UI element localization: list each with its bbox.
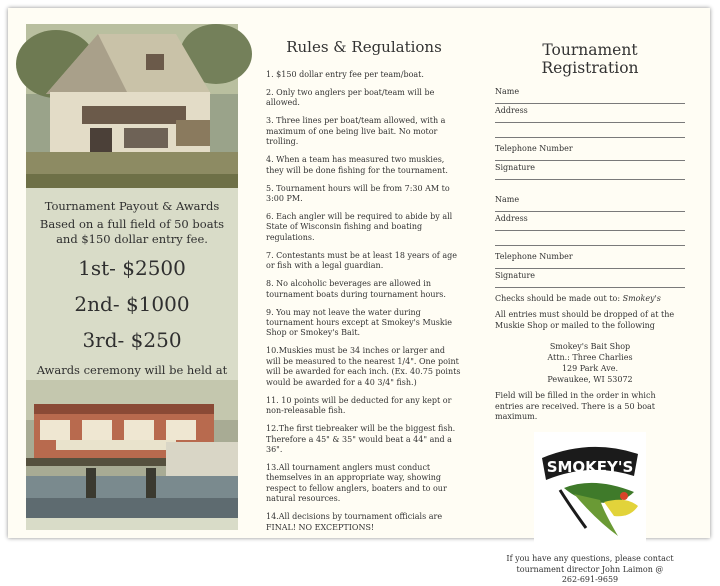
- third-prize: 3rd- $250: [82, 328, 182, 352]
- bait-shop-painting: [26, 380, 238, 518]
- rule-item: 10.Muskies must be 34 inches or larger and will be measured to the nearest 1/4". One point will be awarded for each inch. (Ex. 40.75 points would be awarded for a 40 3/4" fish.): [266, 346, 461, 387]
- address-line: Pewaukee, WI 53072: [547, 375, 633, 385]
- rule-item: 9. You may not leave the water during tournament hours except at Smokey's Muskie Shop or Smokey's Bait.: [266, 307, 453, 338]
- rule-item: 8. No alcoholic beverages are allowed in tournament boats during tournament hours.: [266, 279, 446, 299]
- rule-item: 2. Only two anglers per boat/team will be allowed.: [266, 88, 435, 108]
- payout-basis: Based on a full field of 50 boats and $150 dollar entry fee.: [39, 217, 225, 246]
- field-limit-note: Field will be filled in the order in which entries are received. There is a 50 boat maximum.: [495, 391, 656, 422]
- checks-note: [495, 294, 685, 304]
- checks-payee: Smokey's: [622, 294, 661, 303]
- phone-field-1[interactable]: Telephone Number: [495, 144, 685, 161]
- rules-title: Rules & Regulations: [286, 38, 442, 56]
- address-field-2[interactable]: Address: [495, 214, 685, 231]
- muskie-shop-painting: [26, 24, 238, 188]
- awards-ceremony-note: Awards ceremony will be held at: [36, 363, 228, 377]
- mailing-address: [495, 341, 685, 385]
- rule-item: 13.All tournament anglers must conduct themselves in an appropriate way, showing respect to fellow anglers, boaters and to our natural resources.: [266, 462, 447, 504]
- signature-field-1[interactable]: Signature: [495, 163, 685, 180]
- registration-title: Tournament Registration: [541, 41, 639, 77]
- address-field-1[interactable]: Address: [495, 106, 685, 123]
- rules-list: [266, 70, 462, 533]
- contact-note: [495, 554, 685, 585]
- rule-item: 12.The first tiebreaker will be the biggest fish. Therefore a 45" & 35" would beat a 44" and a 36".: [266, 424, 456, 454]
- rules-panel: [266, 38, 462, 541]
- payout-section: [26, 192, 238, 408]
- second-prize: 2nd- $1000: [74, 292, 190, 316]
- rule-item: 3. Three lines per boat/team allowed, with a maximum of one being live bait. No motor trolling.: [266, 116, 446, 147]
- rule-item: 6. Each angler will be required to abide by all State of Wisconsin fishing and boating regulations.: [266, 212, 453, 242]
- logo-text: SMOKEY'S: [546, 458, 634, 477]
- name-field-1[interactable]: Name: [495, 87, 685, 104]
- drop-off-note: All entries must should be dropped of at the Muskie Shop or mailed to the following: [495, 310, 675, 330]
- brochure-sheet: [8, 8, 710, 585]
- rule-item: 7. Contestants must be at least 18 years of age or fish with a legal guardian.: [266, 250, 457, 271]
- contact-text: If you have any questions, please contact tournament director John Laimon @: [506, 554, 674, 574]
- payout-panel: [26, 24, 238, 530]
- rule-item: 1. $150 dollar entry fee per team/boat.: [266, 70, 424, 79]
- first-prize: 1st- $2500: [78, 256, 186, 280]
- rule-item: 4. When a team has measured two muskies, they will be done fishing for the tournament.: [266, 155, 448, 175]
- rule-item: 14.All decisions by tournament officials are FINAL! NO EXCEPTIONS!: [266, 512, 443, 532]
- payout-heading: Tournament Payout & Awards: [44, 199, 220, 213]
- name-field-2[interactable]: Name: [495, 195, 685, 212]
- signature-field-2[interactable]: Signature: [495, 271, 685, 288]
- checks-note-text: Checks should be made out to:: [495, 294, 623, 303]
- contact-phone: 262-691-9659: [561, 575, 619, 585]
- address-line: 129 Park Ave.: [561, 364, 619, 374]
- rule-item: 11. 10 points will be deducted for any kept or non-releasable fish.: [266, 395, 452, 416]
- address-line: Attn.: Three Charlies: [547, 353, 633, 363]
- registration-panel: [495, 41, 685, 586]
- rule-item: 5. Tournament hours will be from 7:30 AM to 3:00 PM.: [266, 183, 450, 204]
- phone-field-2[interactable]: Telephone Number: [495, 252, 685, 269]
- address-line: Smokey's Bait Shop: [549, 342, 631, 352]
- address-line-1[interactable]: [495, 125, 685, 138]
- address-line-2[interactable]: [495, 233, 685, 246]
- smokeys-logo: [534, 432, 646, 544]
